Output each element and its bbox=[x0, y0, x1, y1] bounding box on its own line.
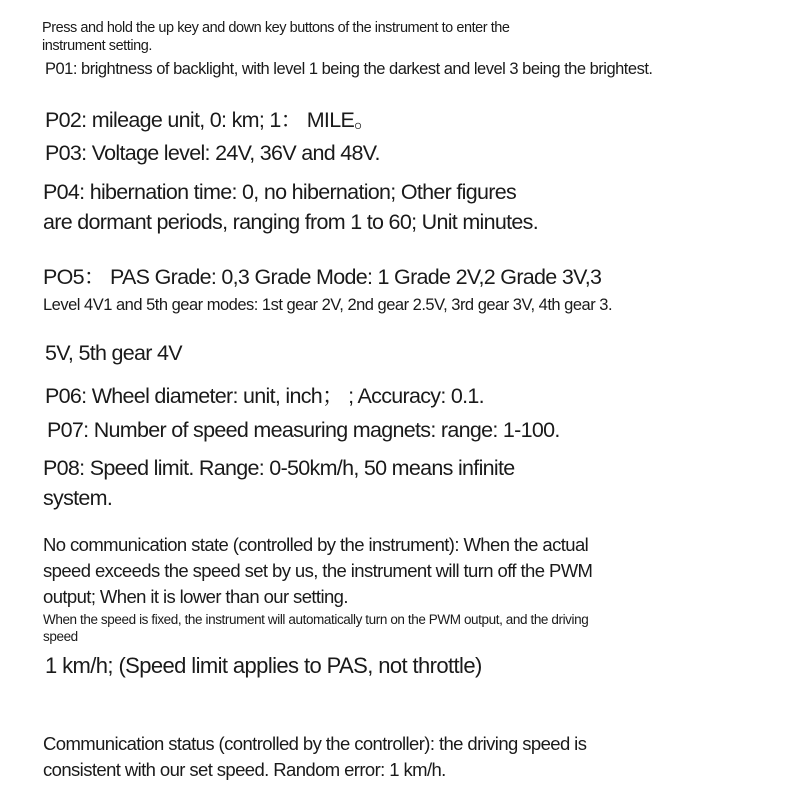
param-p05-line-1: PO5： PAS Grade: 0,3 Grade Mode: 1 Grade 2V,2 Grade 3V,3 bbox=[43, 265, 602, 289]
param-p05-line-2: Level 4V1 and 5th gear modes: 1st gear 2V, 2nd gear 2.5V, 3rd gear 3V, 4th gear 3. bbox=[43, 296, 613, 314]
param-p02: P02: mileage unit, 0: km; 1： MILE。 bbox=[45, 108, 375, 132]
param-p04-line-2: are dormant periods, ranging from 1 to 60; Unit minutes. bbox=[43, 210, 538, 234]
no-comm-line-3: output; When it is lower than our setting. bbox=[43, 586, 348, 607]
intro-line-1: Press and hold the up key and down key buttons of the instrument to enter the bbox=[42, 20, 510, 36]
param-p08-line-2: system. bbox=[43, 486, 113, 510]
param-p06: P06: Wheel diameter: unit, inch； ; Accuracy: 0.1. bbox=[45, 384, 484, 408]
no-comm-line-2: speed exceeds the speed set by us, the instrument will turn off the PWM bbox=[43, 560, 593, 581]
comm-status-line-1: Communication status (controlled by the controller): the driving speed is bbox=[43, 733, 587, 754]
no-comm-line-5: speed bbox=[43, 629, 78, 644]
no-comm-line-4: When the speed is fixed, the instrument will automatically turn on the PWM output, and the driving bbox=[43, 612, 589, 627]
comm-status-line-2: consistent with our set speed. Random error: 1 km/h. bbox=[43, 759, 446, 780]
no-comm-line-1: No communication state (controlled by the instrument): When the actual bbox=[43, 534, 589, 555]
param-p08-line-1: P08: Speed limit. Range: 0-50km/h, 50 means infinite bbox=[43, 456, 515, 480]
param-p01: P01: brightness of backlight, with level 1 being the darkest and level 3 being the brightest. bbox=[45, 60, 653, 78]
param-p05-line-3: 5V, 5th gear 4V bbox=[45, 341, 182, 365]
param-p04-line-1: P04: hibernation time: 0, no hibernation; Other figures bbox=[43, 180, 517, 204]
param-p03: P03: Voltage level: 24V, 36V and 48V. bbox=[45, 141, 380, 165]
no-comm-line-6: 1 km/h; (Speed limit applies to PAS, not throttle) bbox=[45, 653, 482, 678]
intro-line-2: instrument setting. bbox=[42, 38, 152, 54]
param-p07: P07: Number of speed measuring magnets: range: 1-100. bbox=[47, 418, 560, 442]
